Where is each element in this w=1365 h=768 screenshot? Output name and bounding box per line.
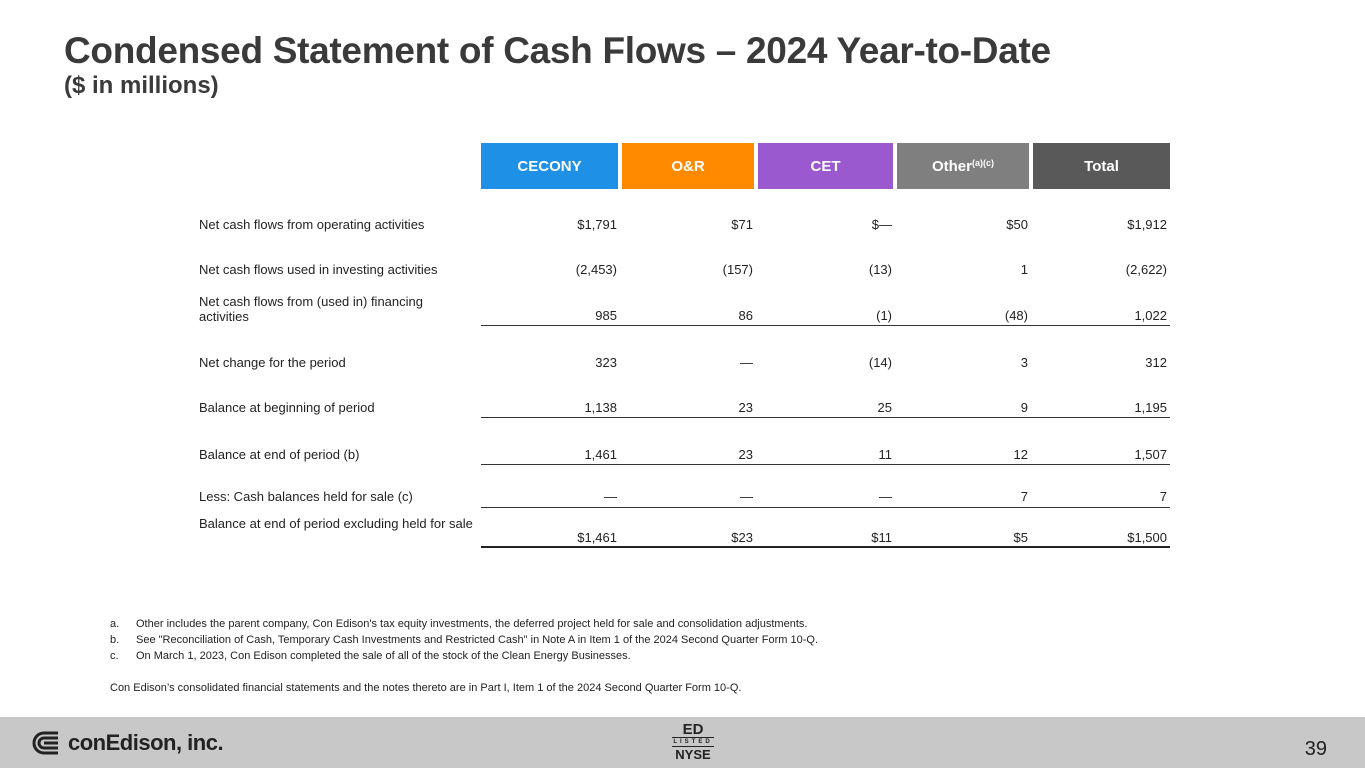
footnote-text: See "Reconciliation of Cash, Temporary Cash Investments and Restricted Cash" in Note A in Item 1 of the 2024 Second Quarter Form 10-Q. xyxy=(136,634,818,646)
table-row xyxy=(199,516,1170,546)
cell-cet: (13) xyxy=(868,262,892,277)
cell-cecony: $1,461 xyxy=(577,530,617,545)
footnote-text: Other includes the parent company, Con Edison's tax equity investments, the deferred project held for sale and consolidation adjustments. xyxy=(136,618,808,630)
row-label: Net cash flows used in investing activities xyxy=(199,262,438,277)
row-divider xyxy=(481,417,1170,418)
row-label: Net cash flows from (used in) financing activities xyxy=(199,294,423,324)
cell-other: 7 xyxy=(1020,489,1028,504)
column-header-cecony xyxy=(481,143,618,189)
cell-cecony: 323 xyxy=(595,355,617,370)
cell-other: $5 xyxy=(1013,530,1028,545)
cell-other: (48) xyxy=(1004,308,1028,323)
cell-cecony: — xyxy=(604,489,617,504)
footnote xyxy=(110,616,818,632)
column-header-total xyxy=(1033,143,1170,189)
cell-cecony: 1,461 xyxy=(584,447,617,462)
footnote-marker: b. xyxy=(110,634,120,646)
table-row xyxy=(199,294,1170,324)
cell-total: 1,195 xyxy=(1134,400,1167,415)
cell-or: (157) xyxy=(722,262,753,277)
cell-or: $71 xyxy=(731,217,753,232)
cell-cet: — xyxy=(879,489,892,504)
cell-total: 312 xyxy=(1145,355,1167,370)
row-divider xyxy=(481,325,1170,326)
row-label: Net change for the period xyxy=(199,355,346,370)
cell-cet: 25 xyxy=(877,400,892,415)
cell-other: 3 xyxy=(1020,355,1028,370)
table-row xyxy=(199,262,1170,278)
row-divider-double xyxy=(481,546,1170,548)
cell-other: 1 xyxy=(1020,262,1028,277)
table-row xyxy=(199,217,1170,233)
cell-other: 9 xyxy=(1020,400,1028,415)
badge-exchange: NYSE xyxy=(675,747,711,762)
footnote-marker: a. xyxy=(110,618,120,630)
column-header-label: CECONY xyxy=(517,157,582,175)
cell-cet: $— xyxy=(871,217,892,232)
column-header-label: Total xyxy=(1084,157,1119,175)
cell-cecony: 985 xyxy=(595,308,617,323)
cell-cecony: $1,791 xyxy=(577,217,617,232)
row-label: Balance at beginning of period xyxy=(199,400,375,415)
footnote xyxy=(110,648,818,664)
column-header-label: CET xyxy=(810,157,841,175)
cell-total: 7 xyxy=(1159,489,1167,504)
column-header-label: Other xyxy=(931,157,972,175)
cell-cecony: (2,453) xyxy=(575,262,617,277)
row-label: Less: Cash balances held for sale (c) xyxy=(199,489,413,504)
footnotes xyxy=(110,616,818,696)
page-title: Condensed Statement of Cash Flows – 2024 Year-to-Date xyxy=(64,30,1051,71)
cell-cet: $11 xyxy=(871,530,892,545)
page-subtitle: ($ in millions) xyxy=(64,72,219,99)
footnote-marker: c. xyxy=(110,650,119,662)
footnote-text: On March 1, 2023, Con Edison completed the sale of all of the stock of the Clean Energy Businesses. xyxy=(136,650,631,662)
column-header-or xyxy=(622,143,754,189)
cell-or: — xyxy=(740,355,753,370)
badge-listed: LISTED xyxy=(673,739,713,745)
row-divider xyxy=(481,464,1170,465)
row-divider xyxy=(481,507,1170,508)
column-header-footnote-ref: (a)(c) xyxy=(972,158,994,168)
cell-cet: (1) xyxy=(876,308,892,323)
column-header-cet xyxy=(758,143,893,189)
source-note: Con Edison’s consolidated financial statements and the notes thereto are in Part I, Item 1 of the 2024 Second Quarter Form 10-Q. xyxy=(110,682,742,694)
column-header-other xyxy=(897,143,1029,189)
cell-or: $23 xyxy=(731,530,753,545)
cell-or: 86 xyxy=(738,308,753,323)
logo-text: conEdison, inc. xyxy=(68,730,224,755)
footnote xyxy=(110,632,818,648)
cell-other: 12 xyxy=(1013,447,1028,462)
cell-other: $50 xyxy=(1006,217,1028,232)
cell-or: — xyxy=(740,489,753,504)
cell-or: 23 xyxy=(738,447,753,462)
table-row xyxy=(199,489,1170,505)
column-header-label: O&R xyxy=(671,157,705,175)
con-edison-logo-icon xyxy=(30,729,64,757)
cell-total: 1,507 xyxy=(1134,447,1167,462)
cell-cet: 11 xyxy=(878,447,892,462)
table-row xyxy=(199,447,1170,463)
cell-total: $1,912 xyxy=(1127,217,1167,232)
cell-total: 1,022 xyxy=(1134,308,1167,323)
cell-total: $1,500 xyxy=(1127,530,1167,545)
cell-cecony: 1,138 xyxy=(584,400,617,415)
row-label: Balance at end of period (b) xyxy=(199,447,360,462)
nyse-listed-badge xyxy=(672,722,714,762)
company-logo xyxy=(30,729,223,757)
cell-total: (2,622) xyxy=(1125,262,1167,277)
badge-ticker: ED xyxy=(682,721,704,738)
cell-or: 23 xyxy=(738,400,753,415)
row-label: Net cash flows from operating activities xyxy=(199,217,425,232)
row-label: Balance at end of period excluding held for sale xyxy=(199,516,473,531)
cell-cet: (14) xyxy=(868,355,892,370)
footer-bar xyxy=(0,717,1365,768)
table-row xyxy=(199,355,1170,371)
table-row xyxy=(199,400,1170,416)
page-number: 39 xyxy=(1304,738,1327,760)
